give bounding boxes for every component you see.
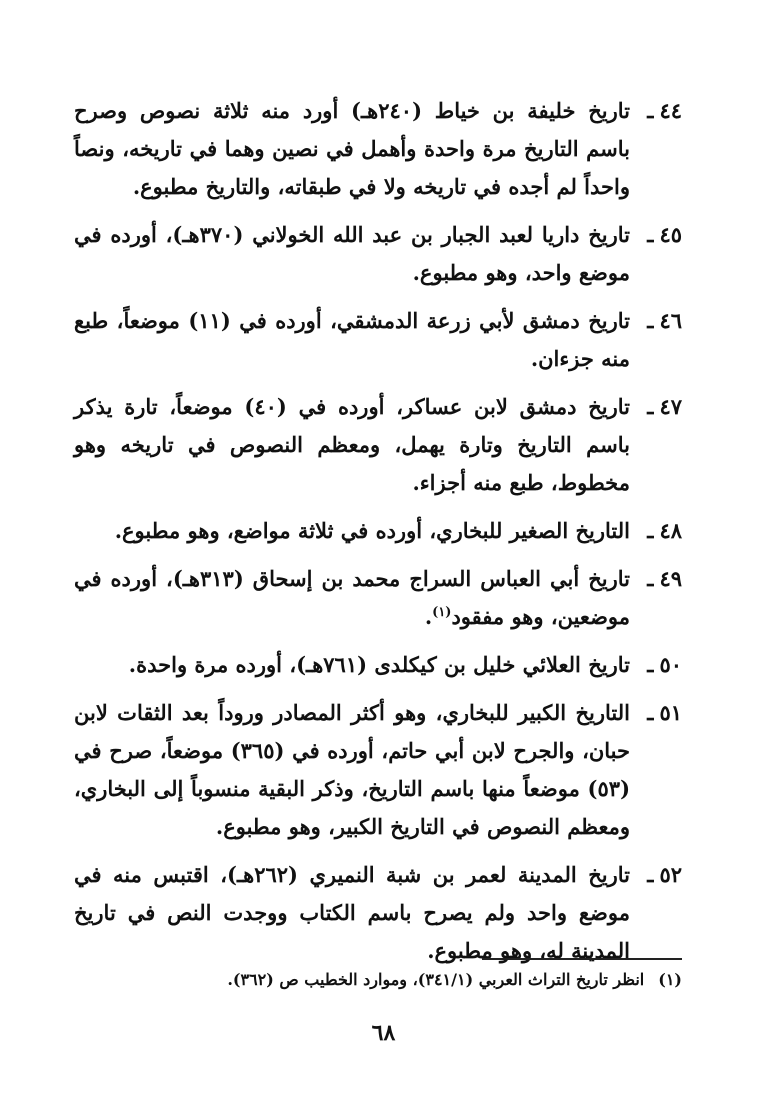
entry-list (74, 92, 682, 980)
entry-47 (74, 388, 682, 502)
entry-text: تاريخ المدينة لعمر بن شبة النميري (٢٦٢هـ)، اقتبس منه في موضع واحد ولم يصرح باسم الكتاب ووجدت النص في تاريخ المدينة له، وهو مطبوع. (74, 862, 630, 963)
entry-text: التاريخ الصغير للبخاري، أورده في ثلاثة مواضع، وهو مطبوع. (114, 518, 630, 543)
entry-46 (74, 302, 682, 378)
entry-text: تاريخ خليفة بن خياط (٢٤٠هـ) أورد منه ثلاثة نصوص وصرح باسم التاريخ مرة واحدة وأهمل في نصين وهما في تاريخه، ونصاً واحداً لم أجده في تاريخه ولا في طبقاته، والتاريخ مطبوع. (74, 98, 630, 199)
entry-48 (74, 512, 682, 550)
entry-number: ٤٦ـ (647, 308, 682, 333)
entry-text: تاريخ دمشق لأبي زرعة الدمشقي، أورده في (١١) موضعاً، طبع منه جزءان. (74, 308, 631, 371)
entry-44 (74, 92, 682, 206)
entry-text: تاريخ العلائي خليل بن كيكلدى (٧٦١هـ)، أورده مرة واحدة. (128, 652, 630, 677)
footnote-reference[interactable]: (١) (432, 605, 452, 620)
footnote-text: انظر تاريخ التراث العربي (٣٤١/١)، وموارد الخطيب ص (٣٦٢). (227, 970, 645, 989)
footnote-mark: (١) (658, 970, 682, 989)
entry-text: تاريخ داريا لعبد الجبار بن عبد الله الخولاني (٣٧٠هـ)، أورده في موضع واحد، وهو مطبوع. (74, 222, 631, 285)
entry-number: ٤٨ـ (647, 518, 682, 543)
page-number: ٦٨ (371, 1020, 396, 1046)
entry-text: تاريخ دمشق لابن عساكر، أورده في (٤٠) موضعاً، تارة يذكر باسم التاريخ وتارة يهمل، ومعظم النصوص في تاريخه وهو مخطوط، طبع منه أجزاء. (74, 394, 631, 495)
entry-45 (74, 216, 682, 292)
entry-number: ٥٠ـ (647, 652, 682, 677)
entry-50 (74, 646, 682, 684)
entry-text-body: تاريخ أبي العباس السراج محمد بن إسحاق (٣١٣هـ)، أورده في موضعين، وهو مفقود (74, 566, 631, 629)
entry-number: ٤٥ـ (647, 222, 682, 247)
entry-number: ٤٩ـ (647, 566, 682, 591)
entry-number: ٤٤ـ (647, 98, 682, 123)
entry-51 (74, 694, 682, 846)
entry-number: ٤٧ـ (647, 394, 682, 419)
entry-text (74, 560, 630, 636)
entry-49 (74, 560, 682, 636)
footnote (74, 966, 682, 994)
entry-number: ٥١ـ (647, 700, 682, 725)
entry-text-tail: . (424, 604, 433, 629)
entry-text: التاريخ الكبير للبخاري، وهو أكثر المصادر وروداً بعد الثقات لابن حبان، والجرح لابن أبي حاتم، أورده في (٣٦٥) موضعاً، صرح في (٥٣) موضعاً منها باسم التاريخ، وذكر البقية منسوباً إلى البخاري، ومعظم النصوص في التاريخ الكبير، وهو مطبوع. (74, 700, 630, 839)
footnote-separator (482, 958, 682, 960)
entry-52 (74, 856, 682, 970)
entry-number: ٥٢ـ (647, 862, 682, 887)
